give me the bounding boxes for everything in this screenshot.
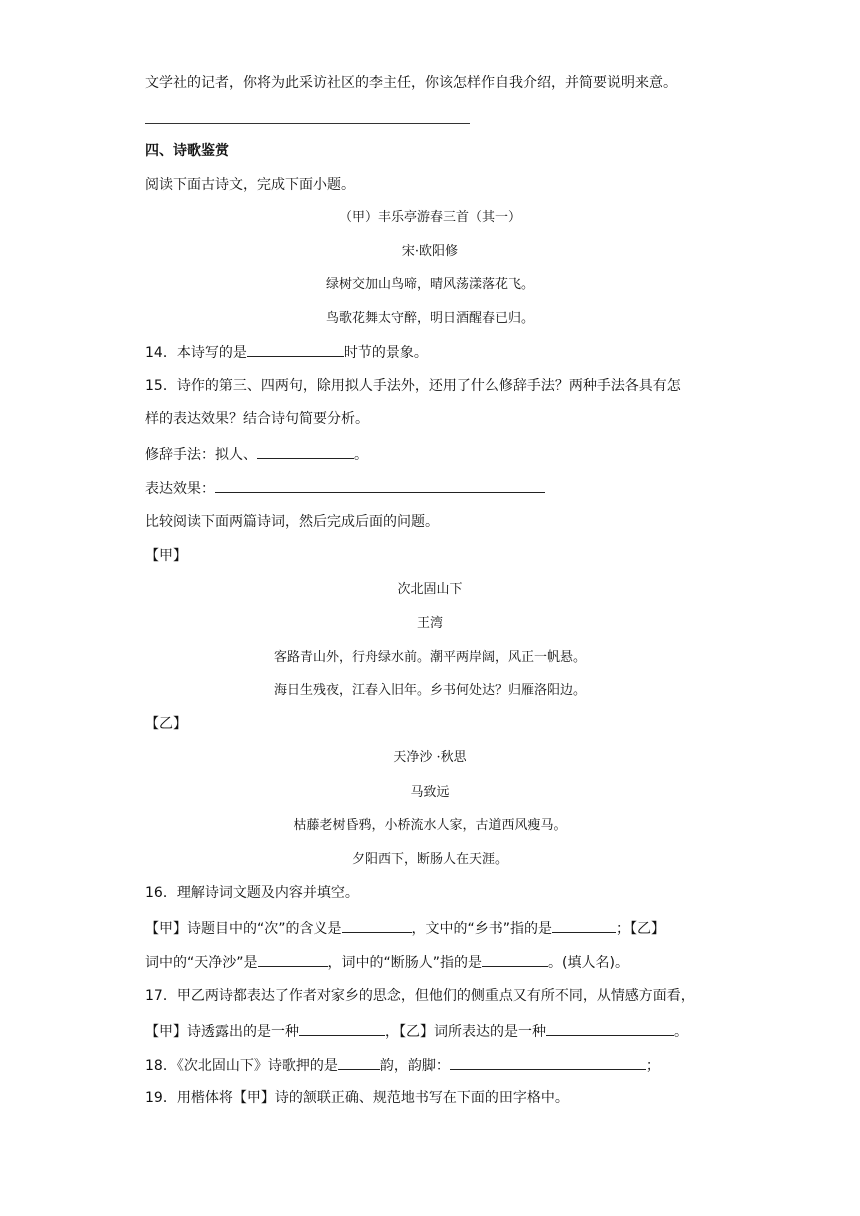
q16-line-0: 16．理解诗词文题及内容并填空。 [145, 885, 359, 901]
q18-part-b: 韵，韵脚： [379, 1058, 450, 1074]
q14-suffix: 时节的景象。 [343, 345, 428, 361]
poem1-title: （甲）丰乐亭游春三首（其一） [338, 210, 521, 225]
q15-line-1: 15．诗作的第三、四两句，除用拟人手法外，还用了什么修辞手法？两种手法各具有怎 [145, 378, 681, 394]
q18-part-c: ； [645, 1058, 660, 1074]
poem3-line-2: 夕阳西下，断肠人在天涯。 [351, 852, 508, 867]
q17-line-2 [145, 1021, 688, 1042]
q17-line-1: 17．甲乙两诗都表达了作者对家乡的思念，但他们的侧重点又有所不同，从情感方面看， [145, 988, 695, 1004]
q14-prefix: 14．本诗写的是 [145, 345, 247, 361]
q15-effect [145, 478, 545, 499]
q16-part-a: 【甲】诗题目中的“次”的含义是 [145, 921, 342, 937]
q17-blank-2[interactable] [546, 1021, 674, 1036]
q16-part-b: ，文中的“乡书”指的是 [411, 921, 553, 937]
q15-rhetoric [145, 444, 368, 465]
question-14 [145, 342, 428, 363]
q15-rhetoric-blank[interactable] [257, 444, 354, 459]
q16-part-f: 。(填人名)。 [548, 955, 629, 971]
poem2-author: 王湾 [416, 616, 443, 631]
q16-line-2 [145, 952, 629, 973]
q17-part-c: 。 [674, 1024, 688, 1040]
poem1-author: 宋·欧阳修 [401, 244, 459, 259]
label-jia: 【甲】 [145, 548, 187, 564]
poem1-line-2: 鸟歌花舞太守醉，明日酒醒春已归。 [325, 311, 534, 326]
poem2-line-1: 客路青山外，行舟绿水前。潮平两岸阔，风正一帆悬。 [273, 650, 586, 665]
label-yi: 【乙】 [145, 716, 187, 732]
poem3-author: 马致远 [410, 785, 450, 800]
instruction-1: 阅读下面古诗文，完成下面小题。 [145, 177, 355, 193]
q17-blank-1[interactable] [299, 1021, 385, 1036]
q18-part-a: 18．《次北固山下》诗歌押的是 [145, 1058, 338, 1074]
q16-blank-2[interactable] [552, 918, 616, 933]
q15-line-2: 样的表达效果？结合诗句简要分析。 [145, 411, 369, 427]
q16-blank-3[interactable] [258, 952, 328, 967]
q15-rhetoric-suffix: 。 [354, 447, 368, 463]
instruction-2: 比较阅读下面两篇诗词，然后完成后面的问题。 [145, 514, 439, 530]
q14-blank[interactable] [247, 342, 344, 357]
poem2-line-2: 海日生残夜，江春入旧年。乡书何处达？归雁洛阳边。 [273, 683, 586, 698]
q16-blank-4[interactable] [482, 952, 548, 967]
intro-line: 文学社的记者，你将为此采访社区的李主任，你该怎样作自我介绍，并简要说明来意。 [145, 75, 677, 91]
q18-blank-1[interactable] [338, 1055, 380, 1070]
poem1-line-1: 绿树交加山鸟啼，晴风荡漾落花飞。 [325, 277, 534, 292]
q15-rhetoric-label: 修辞手法：拟人、 [145, 447, 257, 463]
poem3-title: 天净沙 ·秋思 [393, 750, 467, 765]
q16-part-d: 词中的“天净沙”是 [145, 955, 258, 971]
q18-blank-2[interactable] [450, 1055, 646, 1070]
poem2-title: 次北固山下 [397, 582, 463, 597]
q15-effect-blank[interactable] [215, 478, 545, 493]
q17-part-b: ，【乙】词所表达的是一种 [385, 1024, 546, 1040]
question-19: 19．用楷体将【甲】诗的颔联正确、规范地书写在下面的田字格中。 [145, 1090, 569, 1106]
q17-part-a: 【甲】诗透露出的是一种 [145, 1024, 299, 1040]
q16-blank-1[interactable] [342, 918, 412, 933]
poem3-line-1: 枯藤老树昏鸦，小桥流水人家，古道西风瘦马。 [293, 818, 567, 833]
q16-part-e: ，词中的“断肠人”指的是 [327, 955, 483, 971]
q16-part-c: ；【乙】 [616, 921, 666, 937]
q15-effect-label: 表达效果： [145, 481, 215, 497]
answer-rule [145, 123, 470, 124]
question-18 [145, 1055, 660, 1076]
section-title: 四、诗歌鉴赏 [145, 143, 229, 159]
q16-line-1 [145, 918, 665, 939]
